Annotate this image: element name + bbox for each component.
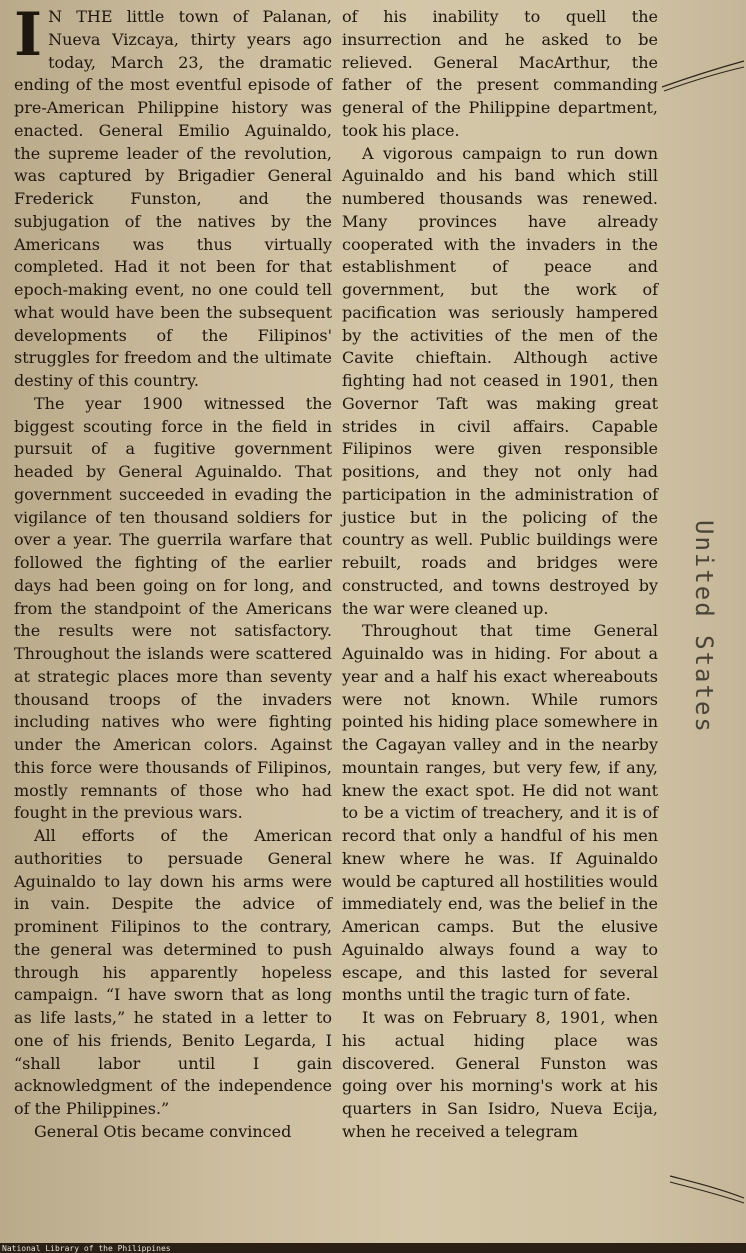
left-column	[14, 0, 332, 1144]
pencil-mark-bottom	[668, 1170, 746, 1206]
right-column	[342, 6, 658, 1144]
left-paragraph-3: All efforts of the American authorities to persuade General Aguinaldo to lay down his arms were in vain. Despite the advice of prominent Filipinos to the contrary, the general was determined to push through his apparently hopeless campaign. “I have sworn that as long as life lasts,” he stated in a letter to one of his friends, Benito Legarda, I “shall labor until I gain acknowledgment of the independence of the Philippines.”	[14, 826, 332, 1118]
right-paragraph-2: A vigorous campaign to run down Aguinaldo and his band which still numbered thousands was renewed. Many provinces have already cooperated with the invaders in the establishment of peace and government, but the work of pacification was seriously hampered by the activities of the men of the Cavite chieftain. Although active fighting had not ceased in 1901, then Governor Taft was making great strides in civil affairs. Capable Filipinos were given responsible positions, and they not only had participation in the administration of justice but in the policing of the country as well. Public buildings were rebuilt, roads and bridges were constructed, and towns destroyed by the war were cleaned up.	[342, 143, 658, 618]
left-paragraph-2: The year 1900 witnessed the biggest scouting force in the field in pursuit of a fugitive government headed by General Aguinaldo. That government succeeded in evading the vigilance of ten thousand soldiers for over a year. The guerrila warfare that followed the fighting of the earlier days had been going on for long, and from the standpoint of the Americans the results were not satisfactory. Throughout the islands were scattered at strategic places more than seventy thousand troops of the invaders including natives who were fighting under the American colors. Against this force were thousands of Filipinos, mostly remnants of those who had fought in the previous wars.	[14, 393, 332, 823]
left-paragraph-4: General Otis became convinced	[34, 1121, 292, 1141]
drop-cap: I	[14, 0, 43, 70]
margin-note: United States	[690, 520, 718, 734]
paragraph-text: N THE little town of Palanan, Nueva Vizcaya, thirty years ago today, March 23, the dramatic ending of the most eventful episode of pre-American Philippine history was enacted. General Emilio Aguinaldo, the supreme leader of the revolution, was captured by Brigadier General Frederick Funston, and the subjugation of the natives by the Americans was thus virtually completed. Had it not been for that epoch-making event, no one could tell what would have been the subsequent developments of the Filipinos' struggles for freedom and the ultimate destiny of this country.	[14, 7, 332, 390]
right-paragraph-3: Throughout that time General Aguinaldo was in hiding. For about a year and a half his exact whereabouts were not known. While rumors pointed his hiding place somewhere in the Cagayan valley and in the nearby mountain ranges, but very few, if any, knew the exact spot. He did not want to be a victim of treachery, and it is of record that only a handful of his men knew where he was. If Aguinaldo would be captured all hostilities would immediately end, was the belief in the American camps. But the elusive Aguinaldo always found a way to escape, and this lasted for several months until the tragic turn of fate.	[342, 621, 658, 1005]
left-paragraph-1	[14, 0, 332, 393]
right-paragraph-4: It was on February 8, 1901, when his actual hiding place was discovered. General Funston was going over his morning's work at his quarters in San Isidro, Nueva Ecija, when he received a telegram	[342, 1008, 658, 1141]
right-paragraph-1: of his inability to quell the insurrection and he asked to be relieved. General MacArthur, the father of the present commanding general of the Philippine department, took his place.	[342, 7, 658, 140]
pencil-mark-top	[660, 55, 746, 95]
footer-credit: National Library of the Philippines	[2, 1244, 171, 1253]
